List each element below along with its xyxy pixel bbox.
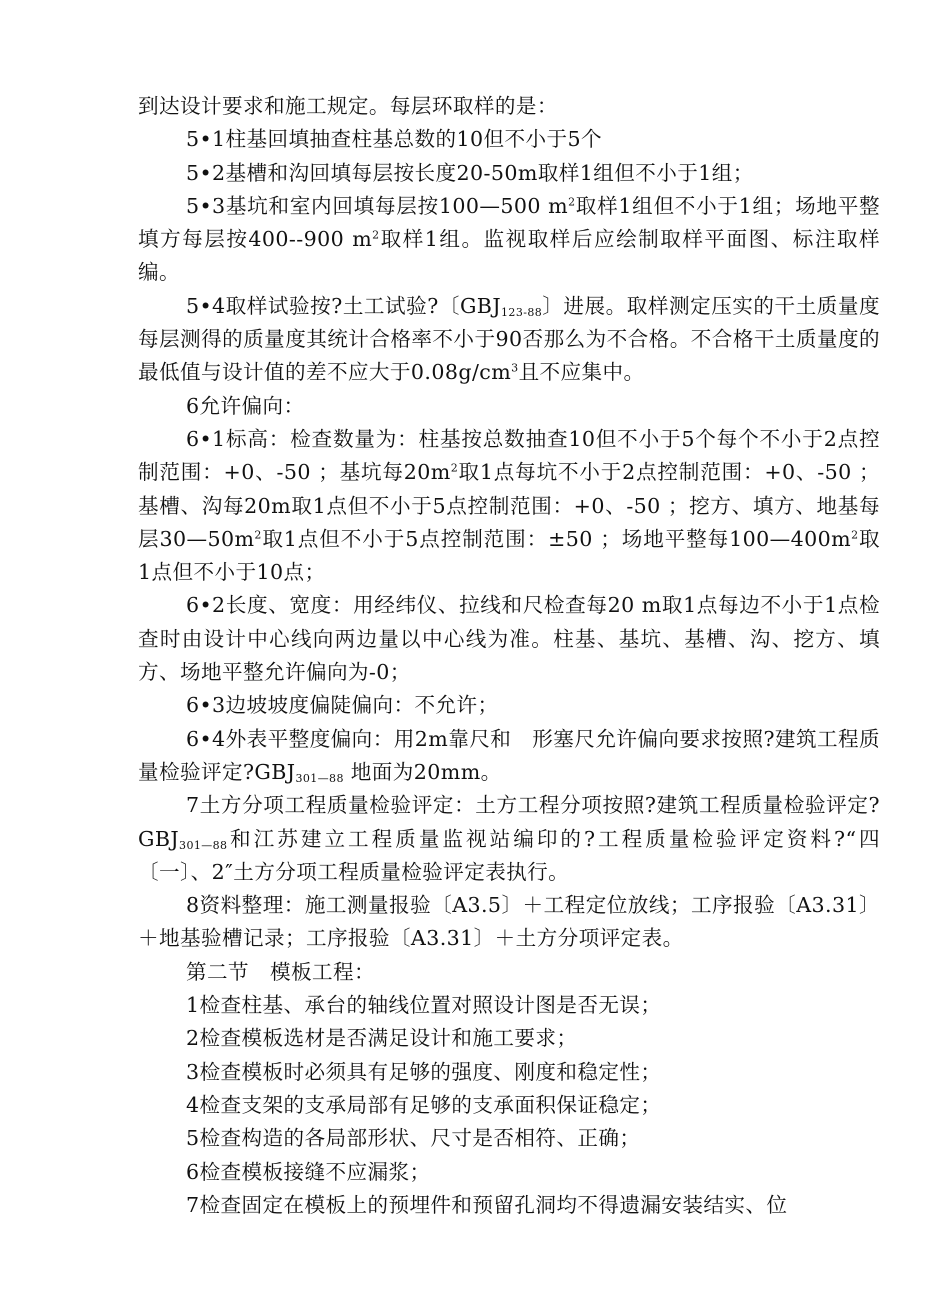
text-run: 和江苏建立工程质量监视站编印的?工程质量检验评定资料?“四〔一〕、2″土方分项工程质量检验评定表执行。: [138, 826, 880, 884]
paragraph-5-1: 5•1柱基回填抽查柱基总数的10但不小于5个: [186, 127, 602, 152]
text-run: 取1点但不小于5点控制范围：±50 ；场地平整每100—400m: [261, 526, 852, 551]
text-run: 地面为20mm。: [343, 759, 502, 784]
paragraph-5-2: 5•2基槽和沟回填每层按长度20-50m取样1组但不小于1组；: [186, 160, 754, 185]
text-run: 取样1组。监视取样后应绘制取样平面图、标注取样编。: [138, 227, 880, 285]
text-run: 〕进展。取样测定压实的干土质量度每层测得的质量度其统计合格率不小于90否那么为不合格。不合格干土质量度的最低值与设计值的差不应大于0.08g/cm: [138, 293, 880, 385]
paragraph-sampling-intro: 到达设计要求和施工规定。每层环取样的是：: [138, 94, 558, 118]
subscript: 123-88: [501, 305, 543, 319]
text-run: 6•1标高：检查数量为：柱基按总数抽查10但不小于5个每个不小于2点控制范围：+0、-50 ；基坑每20m: [138, 426, 880, 485]
paragraph-formwork-2: 2检查模板选材是否满足设计和施工要求；: [186, 1026, 578, 1051]
paragraph-6-3: 6•3边坡坡度偏陡偏向：不允许；: [186, 693, 499, 718]
paragraph-formwork-3: 3检查模板时必须具有足够的强度、刚度和稳定性；: [186, 1059, 662, 1084]
paragraph-7: [138, 789, 880, 889]
superscript: 2: [851, 528, 859, 542]
paragraph-formwork-1: 1检查柱基、承台的轴线位置对照设计图是否无误；: [186, 993, 662, 1018]
text-run: 且不应集中。: [518, 360, 645, 385]
paragraph-6-1: [138, 423, 880, 589]
superscript: 2: [568, 195, 576, 209]
superscript: 2: [372, 228, 380, 242]
subscript: 301—88: [179, 838, 228, 852]
text-run: 取样1组但不小于1组；场地平整填方每层按400--900 m: [138, 193, 880, 252]
text-run: 5•3基坑和室内回填每层按100—500 m: [186, 193, 569, 218]
paragraph-formwork-7: 7检查固定在模板上的预埋件和预留孔洞均不得遗漏安装结实、位: [186, 1192, 788, 1217]
superscript: 2: [254, 528, 262, 542]
superscript: 2: [450, 461, 459, 475]
document-page: [138, 90, 880, 1222]
paragraph-6-4: [138, 723, 880, 790]
paragraph-5-4: [138, 290, 880, 390]
paragraph-6-heading: 6允许偏向：: [186, 393, 305, 418]
text-run: 5•4取样试验按?土工试验?〔GBJ: [186, 293, 502, 318]
paragraph-formwork-5: 5检查构造的各局部形状、尺寸是否相符、正确；: [186, 1126, 641, 1151]
paragraph-5-3: [138, 190, 880, 290]
text-run: 取1点但不小于10点；: [138, 526, 880, 585]
paragraph-8: 8资料整理：施工测量报验〔A3.5〕＋工程定位放线；工序报验〔A3.31〕＋地基验槽记录；工序报验〔A3.31〕＋土方分项评定表。: [138, 893, 880, 951]
subscript: 301—88: [295, 771, 344, 785]
superscript: 3: [511, 361, 519, 375]
text-run: 7土方分项工程质量检验评定：土方工程分项按照?建筑工程质量检验评定?GBJ: [138, 793, 880, 851]
paragraph-formwork-4: 4检查支架的支承局部有足够的支承面积保证稳定；: [186, 1092, 662, 1117]
text-run: 6•4外表平整度偏向：用2m靠尺和 形塞尺允许偏向要求按照?建筑工程质量检验评定?GBJ: [138, 726, 880, 784]
paragraph-formwork-6: 6检查模板接缝不应漏浆；: [186, 1159, 431, 1184]
text-run: 取1点每坑不小于2点控制范围：+0、-50 ；基槽、沟每20m取1点但不小于5点控制范围：+0、-50 ；挖方、填方、地基每层30—50m: [138, 460, 880, 551]
section-heading-formwork: 第二节 模板工程：: [186, 959, 375, 984]
paragraph-6-2: 6•2长度、宽度：用经纬仪、拉线和尺检查每20 m取1点每边不小于1点检查时由设计中心线向两边量以中心线为准。柱基、基坑、基槽、沟、挖方、填方、场地平整允许偏向为-0；: [138, 593, 880, 685]
